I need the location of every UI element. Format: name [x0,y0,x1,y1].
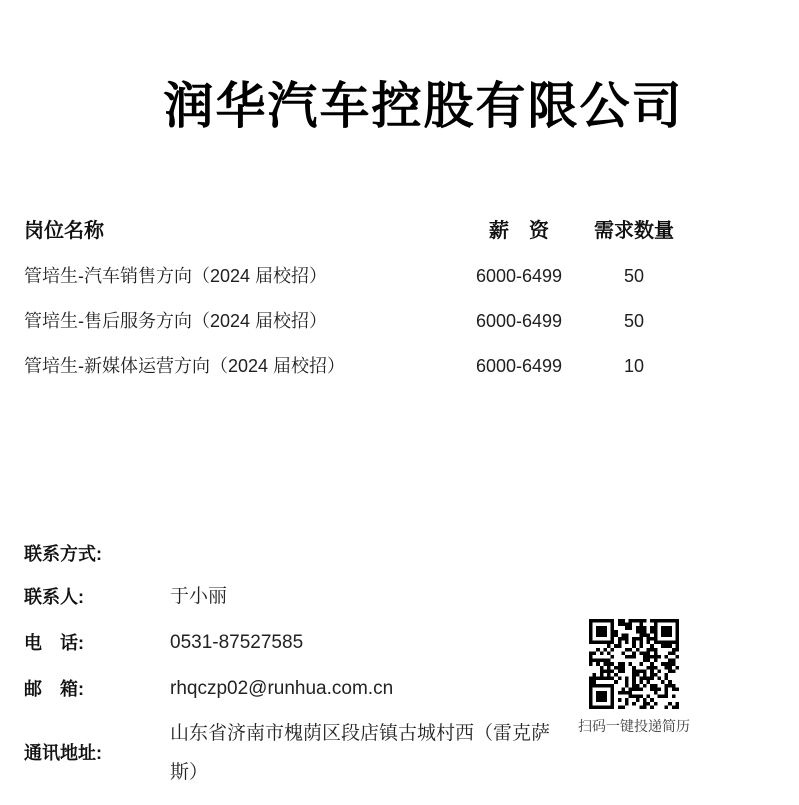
column-header-salary: 薪 资 [489,220,549,242]
job-salary: 6000-6499 [475,356,563,376]
email-value: rhqczp02@runhua.com.cn [170,678,394,699]
qr-caption: 扫码一键投递简历 [578,718,690,734]
job-salary: 6000-6499 [475,311,563,331]
company-title: 润华汽车控股有限公司 [163,78,684,134]
job-position: 管培生-汽车销售方向（2024 届校招） [24,266,328,286]
address-value: 山东省济南市槐荫区段店镇古城村西（雷克萨斯） [170,723,551,783]
job-salary: 6000-6499 [475,266,563,286]
qr-code [589,619,679,709]
contact-section-title: 联系方式: [24,544,102,564]
job-position: 管培生-售后服务方向（2024 届校招） [24,311,328,331]
job-position: 管培生-新媒体运营方向（2024 届校招） [24,356,346,376]
job-quantity: 10 [623,356,645,376]
phone-label: 电 话: [24,633,84,653]
address-label: 通讯地址: [24,743,102,763]
job-quantity: 50 [623,311,645,331]
column-header-position: 岗位名称 [24,220,104,242]
email-label: 邮 箱: [24,679,84,699]
phone-value: 0531-87527585 [170,632,304,653]
contact-person-value: 于小丽 [170,586,228,607]
contact-person-label: 联系人: [24,587,84,607]
job-quantity: 50 [623,266,645,286]
column-header-quantity: 需求数量 [594,220,674,242]
